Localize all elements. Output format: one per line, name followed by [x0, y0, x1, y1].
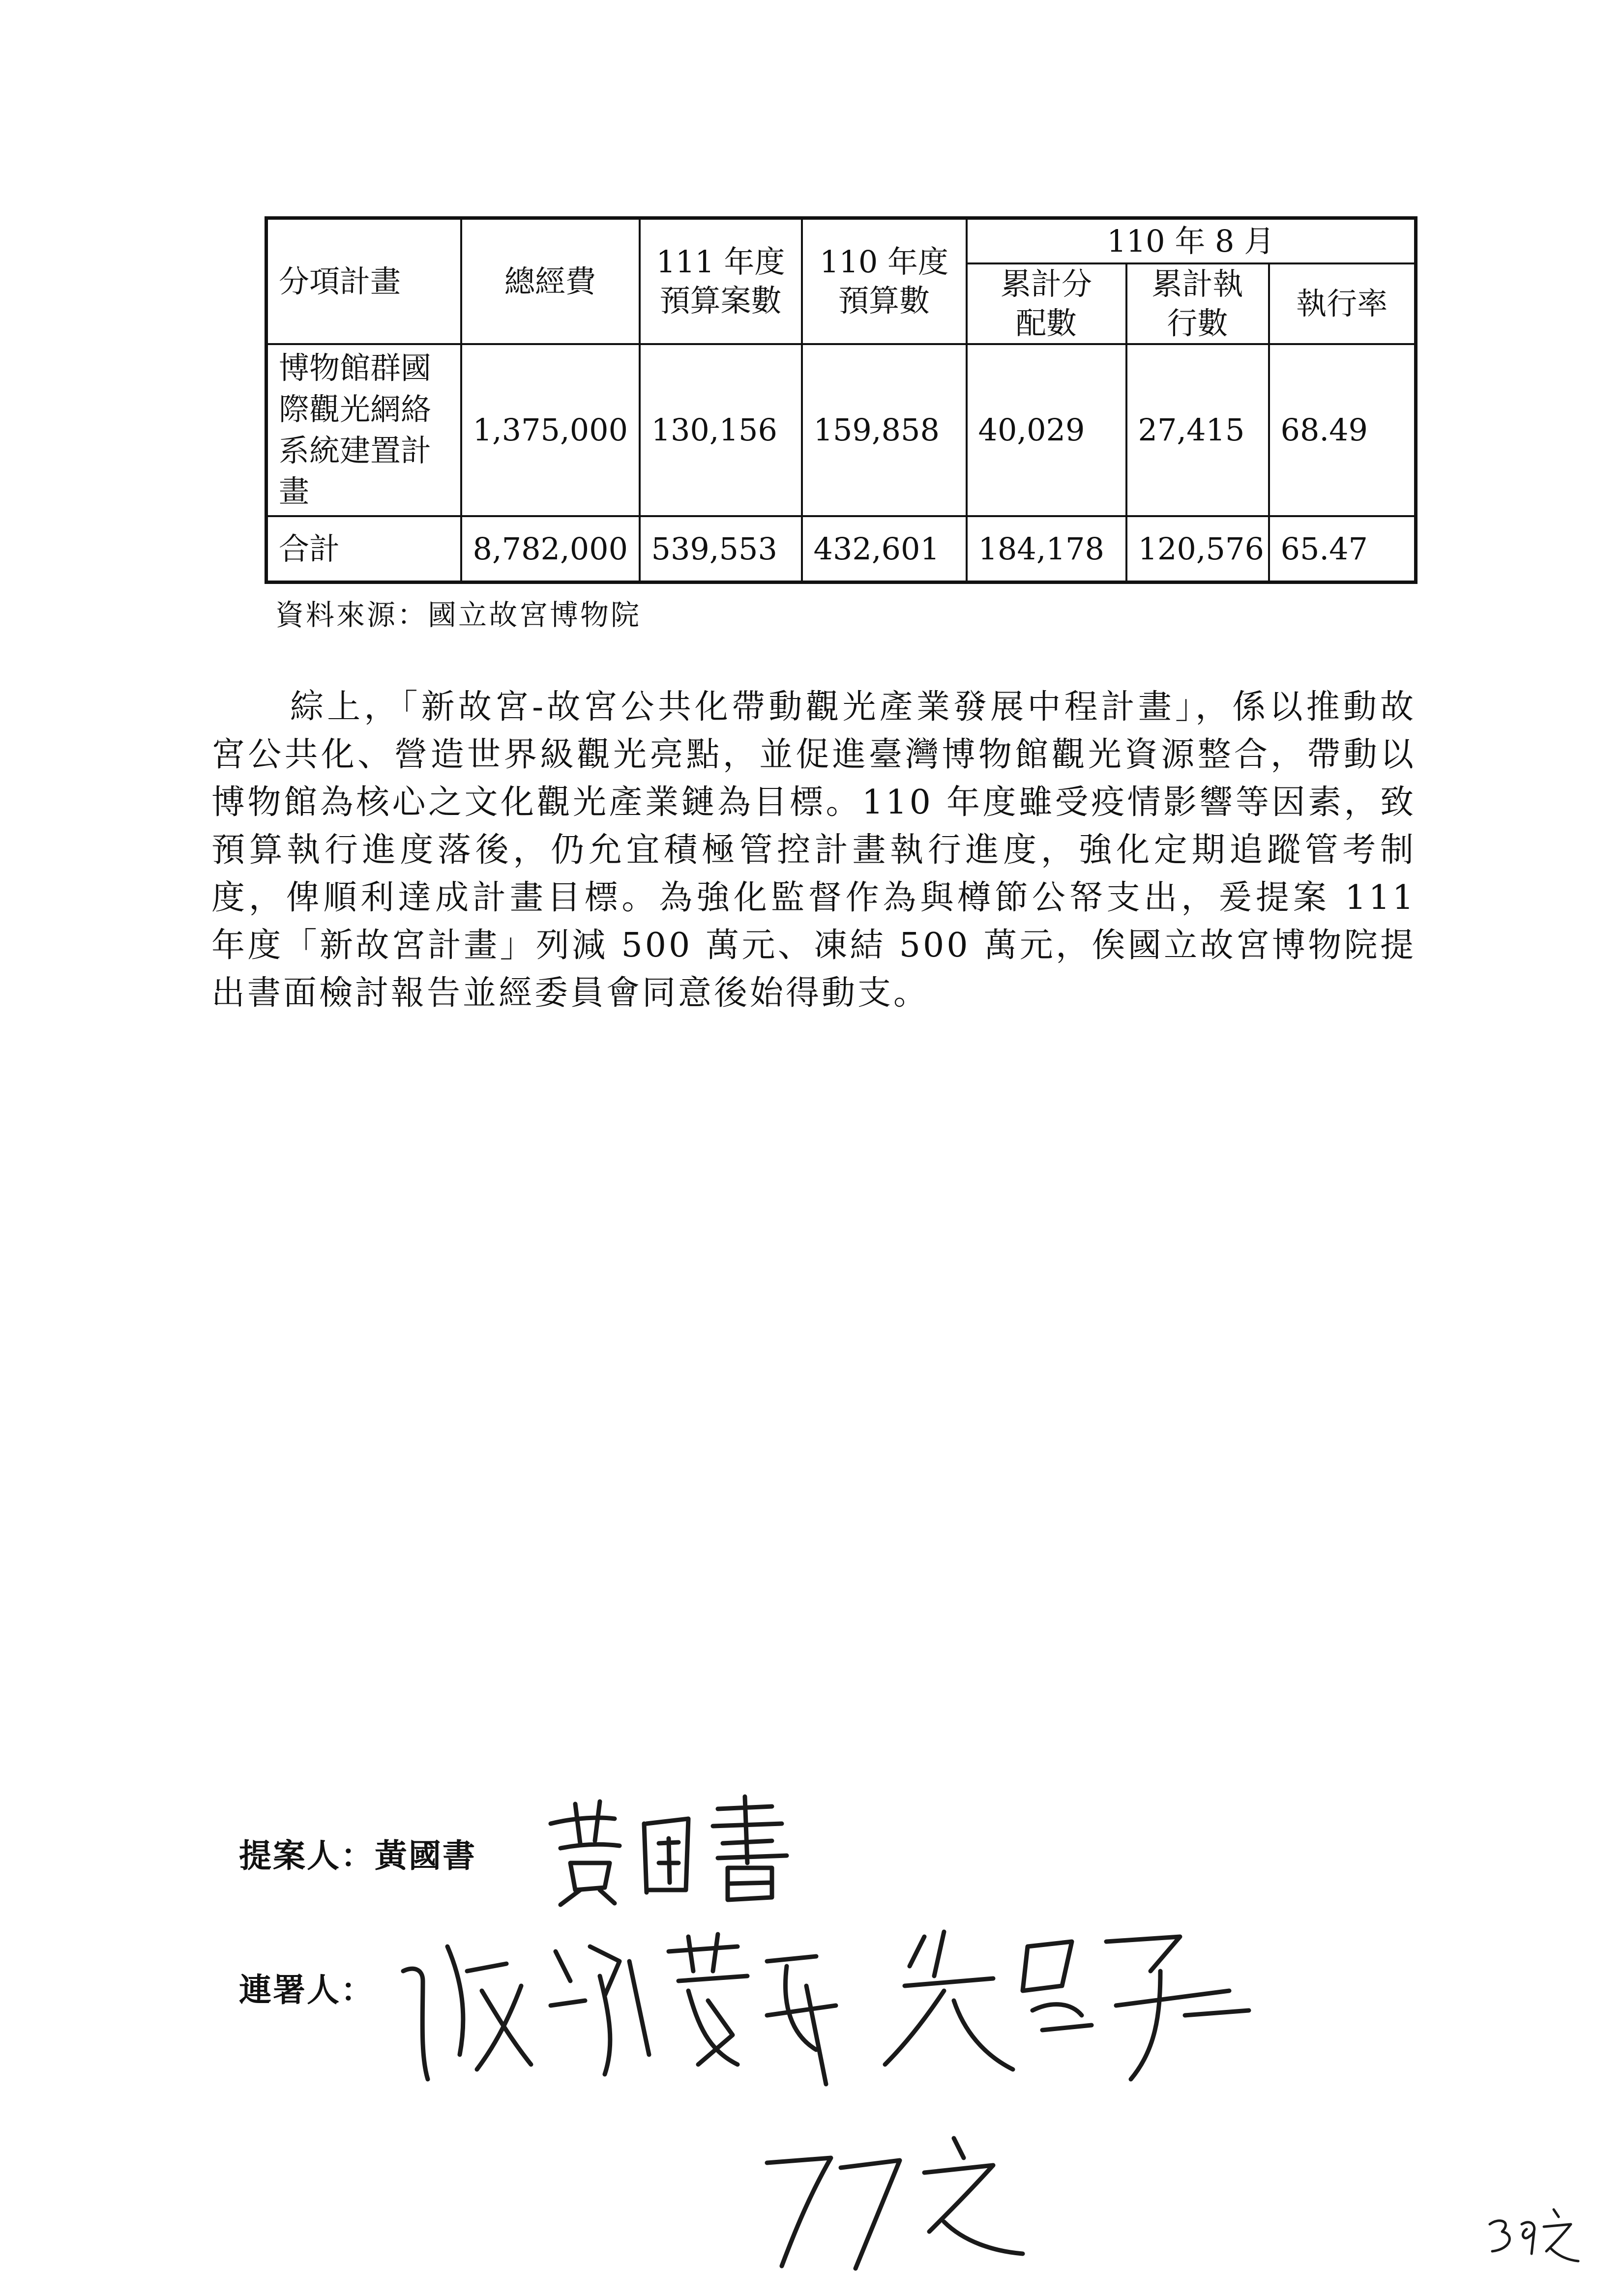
header-sub-plan: 分項計畫	[266, 218, 461, 344]
total-execution-rate: 65.47	[1269, 516, 1416, 582]
proposer-signature	[541, 1789, 816, 1907]
budget-table	[265, 216, 1417, 584]
header-110-line1: 110 年度	[819, 243, 949, 280]
row-execution-rate: 68.49	[1269, 344, 1416, 516]
header-110-august-group: 110 年 8 月	[967, 218, 1416, 263]
header-alloc-line1: 累計分	[1000, 266, 1092, 302]
total-cumulative-allocation: 184,178	[967, 516, 1126, 582]
total-111-budget: 539,553	[640, 516, 802, 582]
row-cumulative-execution: 27,415	[1126, 344, 1269, 516]
source-note: 資料來源：國立故宮博物院	[275, 598, 642, 632]
header-111-line1: 111 年度	[656, 243, 785, 280]
cosigner-label: 連署人：	[239, 1971, 375, 2009]
total-110-budget: 432,601	[802, 516, 967, 582]
handwritten-mark	[757, 2128, 1033, 2276]
table-total-row	[266, 516, 1416, 582]
total-cumulative-execution: 120,576	[1126, 516, 1269, 582]
header-exec-line2: 行數	[1167, 305, 1228, 341]
row-plan-name: 博物館群國際觀光網絡系統建置計畫	[266, 344, 461, 516]
header-execution-rate: 執行率	[1269, 263, 1416, 344]
header-cumulative-allocation	[967, 263, 1126, 344]
table-header-row	[266, 218, 1416, 263]
header-exec-line1: 累計執	[1152, 266, 1243, 302]
total-label: 合計	[266, 516, 461, 582]
row-111-budget: 130,156	[640, 344, 802, 516]
total-cost: 8,782,000	[461, 516, 640, 582]
header-alloc-line2: 配數	[1015, 305, 1077, 341]
table-row	[266, 344, 1416, 516]
header-111-budget	[640, 218, 802, 344]
header-110-budget	[802, 218, 967, 344]
page-number-mark	[1485, 2202, 1583, 2271]
row-110-budget: 159,858	[802, 344, 967, 516]
row-total-cost: 1,375,000	[461, 344, 640, 516]
header-110-line2: 預算數	[838, 283, 930, 319]
proposer-label: 提案人：黃國書	[239, 1837, 476, 1875]
header-total-cost: 總經費	[461, 218, 640, 344]
cosigner-signatures	[393, 1917, 1254, 2123]
header-cumulative-execution	[1126, 263, 1269, 344]
header-111-line2: 預算案數	[659, 283, 782, 319]
body-paragraph: 綜上，「新故宮-故宮公共化帶動觀光產業發展中程計畫」，係以推動故宮公共化、營造世界級觀光亮點，並促進臺灣博物館觀光資源整合，帶動以博物館為核心之文化觀光產業鏈為目標。110 年度雖受疫情影響等因素，致預算執行進度落後，仍允宜積極管控計畫執行進度，強化定期追蹤管考制度，俾順利達成計畫目標。為強化監督作為與樽節公帑支出，爰提案 111 年度「新故宮計畫」列減 500 萬元、凍結 500 萬元，俟國立故宮博物院提出書面檢討報告並經委員會同意後始得動支。	[211, 688, 1416, 1013]
row-cumulative-allocation: 40,029	[967, 344, 1126, 516]
